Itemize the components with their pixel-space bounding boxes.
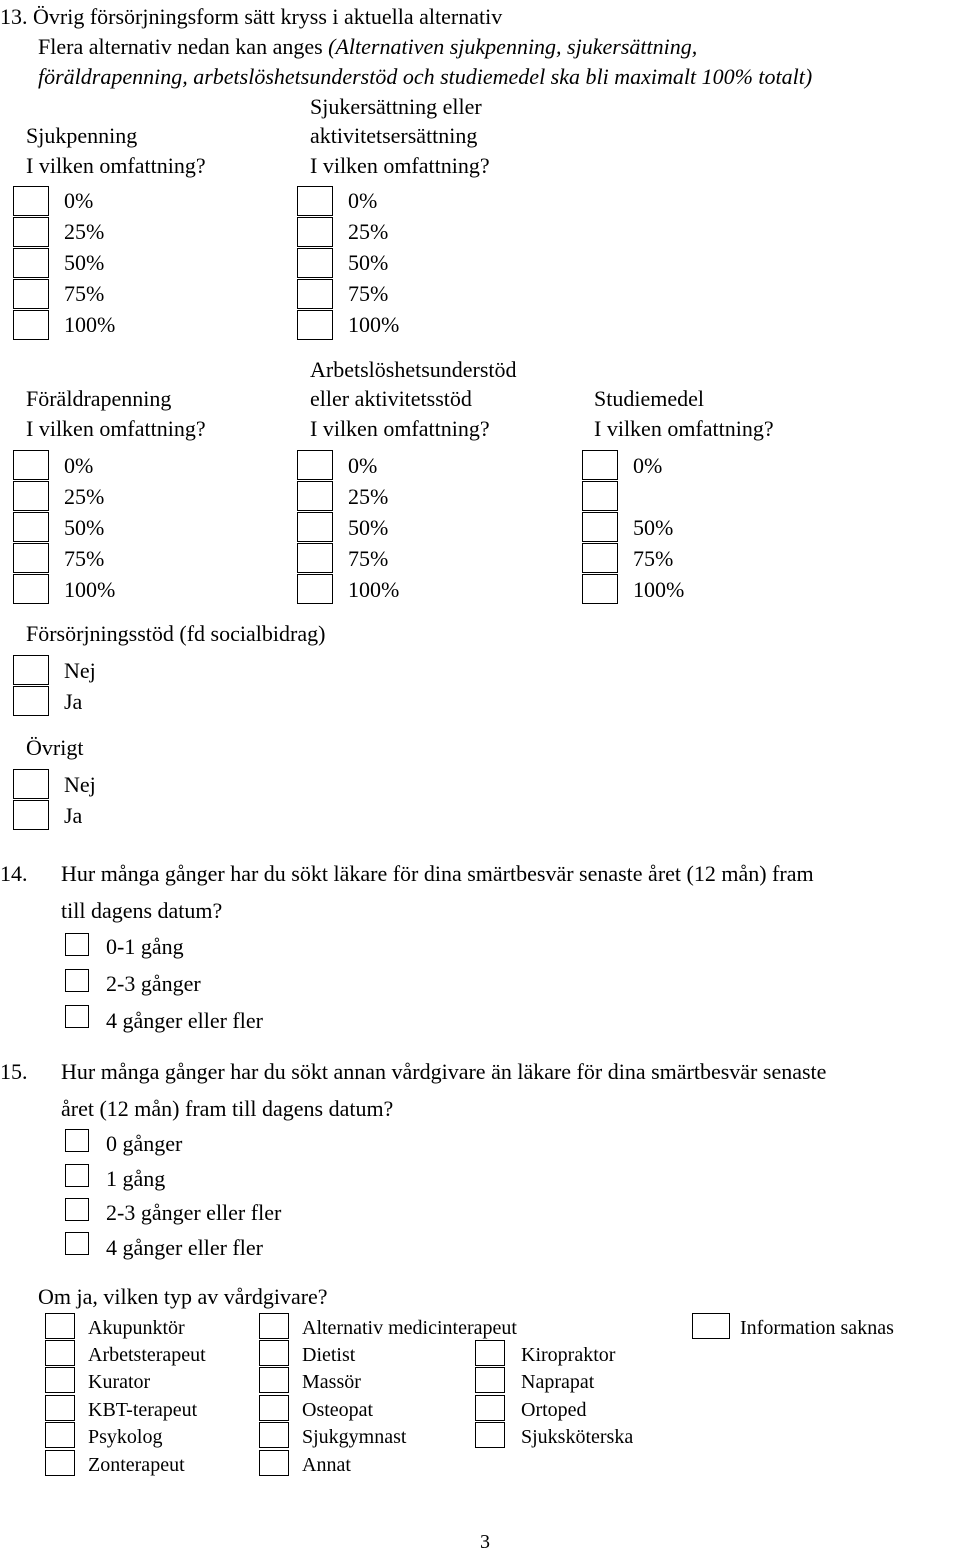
provider-label-massor: Massör — [302, 1371, 361, 1393]
q13-note-line1 — [38, 36, 697, 58]
q14-question-line2: till dagens datum? — [61, 898, 223, 923]
foraldrapenning-label-2: 50% — [64, 515, 105, 540]
provider-checkbox-akupunktor[interactable] — [45, 1313, 75, 1339]
foraldrapenning-checkbox-2[interactable] — [13, 512, 49, 542]
provider-checkbox-sjukgymnast[interactable] — [259, 1422, 289, 1448]
foraldrapenning-title: Föräldrapenning — [26, 386, 172, 411]
provider-checkbox-kbt[interactable] — [45, 1395, 75, 1421]
provider-checkbox-annat[interactable] — [259, 1450, 289, 1476]
provider-label-sjukgymnast: Sjukgymnast — [302, 1426, 407, 1448]
sjukpenning-label-4: 100% — [64, 312, 116, 337]
q15-checkbox-2[interactable] — [65, 1198, 89, 1221]
provider-checkbox-dietist[interactable] — [259, 1340, 289, 1366]
provider-checkbox-naprapat[interactable] — [475, 1367, 505, 1393]
foraldrapenning-question: I vilken omfattning? — [26, 416, 206, 441]
sjukersattning-title-1: Sjukersättning eller — [310, 94, 482, 119]
provider-checkbox-arbetsterapeut[interactable] — [45, 1340, 75, 1366]
ovrigt-checkbox-nej[interactable] — [13, 769, 49, 799]
provider-checkbox-info-saknas[interactable] — [692, 1313, 730, 1339]
q15-label-0: 0 gånger — [106, 1131, 183, 1156]
arbetsloshet-label-2: 50% — [348, 515, 389, 540]
foraldrapenning-label-0: 0% — [64, 453, 94, 478]
sjukersattning-title-2: aktivitetsersättning — [310, 123, 478, 148]
sjukersattning-label-4: 100% — [348, 312, 400, 337]
provider-label-dietist: Dietist — [302, 1344, 356, 1366]
studiemedel-label-3: 75% — [633, 546, 674, 571]
sjukpenning-question: I vilken omfattning? — [26, 153, 206, 178]
foraldrapenning-checkbox-4[interactable] — [13, 574, 49, 604]
forsorjningsstod-checkbox-nej[interactable] — [13, 655, 49, 685]
sjukersattning-label-1: 25% — [348, 219, 389, 244]
provider-checkbox-massor[interactable] — [259, 1367, 289, 1393]
provider-checkbox-kurator[interactable] — [45, 1367, 75, 1393]
q15-number: 15. — [0, 1059, 28, 1084]
studiemedel-checkbox-3[interactable] — [582, 543, 618, 573]
arbetsloshet-question: I vilken omfattning? — [310, 416, 490, 441]
provider-label-kiropraktor: Kiropraktor — [521, 1344, 616, 1366]
q15-label-1: 1 gång — [106, 1166, 166, 1191]
q14-checkbox-0[interactable] — [65, 933, 89, 956]
ovrigt-label-nej: Nej — [64, 772, 96, 797]
provider-label-kbt: KBT-terapeut — [88, 1399, 198, 1421]
provider-checkbox-sjukskoterska[interactable] — [475, 1422, 505, 1448]
studiemedel-question: I vilken omfattning? — [594, 416, 774, 441]
arbetsloshet-label-4: 100% — [348, 577, 400, 602]
provider-checkbox-ortoped[interactable] — [475, 1395, 505, 1421]
ovrigt-label-ja: Ja — [64, 803, 83, 828]
sjukpenning-label-3: 75% — [64, 281, 105, 306]
provider-label-akupunktor: Akupunktör — [88, 1317, 185, 1339]
sjukpenning-checkbox-4[interactable] — [13, 310, 49, 340]
provider-label-psykolog: Psykolog — [88, 1426, 163, 1448]
q14-label-0: 0-1 gång — [106, 934, 184, 959]
sjukersattning-checkbox-4[interactable] — [297, 310, 333, 340]
sjukersattning-checkbox-1[interactable] — [297, 217, 333, 247]
sjukersattning-checkbox-0[interactable] — [297, 186, 333, 216]
q15-followup: Om ja, vilken typ av vårdgivare? — [38, 1284, 328, 1309]
q14-checkbox-1[interactable] — [65, 969, 89, 992]
sjukersattning-label-3: 75% — [348, 281, 389, 306]
q13-number: 13. — [0, 4, 28, 29]
page-number: 3 — [480, 1531, 490, 1553]
provider-label-arbetsterapeut: Arbetsterapeut — [88, 1344, 206, 1366]
foraldrapenning-label-1: 25% — [64, 484, 105, 509]
provider-label-osteopat: Osteopat — [302, 1399, 374, 1421]
arbetsloshet-label-1: 25% — [348, 484, 389, 509]
sjukpenning-label-1: 25% — [64, 219, 105, 244]
ovrigt-title: Övrigt — [26, 735, 84, 760]
studiemedel-label-2: 50% — [633, 515, 674, 540]
q13-note-plain: Flera alternativ nedan kan anges — [38, 34, 329, 59]
provider-label-kurator: Kurator — [88, 1371, 151, 1393]
q13-note-italic: (Alternativen sjukpenning, sjukersättning, — [328, 34, 698, 59]
studiemedel-checkbox-2[interactable] — [582, 512, 618, 542]
arbetsloshet-title-2: eller aktivitetsstöd — [310, 386, 472, 411]
q14-label-2: 4 gånger eller fler — [106, 1008, 263, 1033]
q15-label-3: 4 gånger eller fler — [106, 1235, 263, 1260]
q13-heading — [0, 6, 502, 28]
arbetsloshet-label-0: 0% — [348, 453, 378, 478]
provider-label-annat: Annat — [302, 1454, 351, 1476]
q15-question-line1: Hur många gånger har du sökt annan vårdgivare än läkare för dina smärtbesvär senaste — [61, 1059, 827, 1084]
arbetsloshet-checkbox-4[interactable] — [297, 574, 333, 604]
sjukpenning-checkbox-0[interactable] — [13, 186, 49, 216]
foraldrapenning-checkbox-1[interactable] — [13, 481, 49, 511]
studiemedel-checkbox-4[interactable] — [582, 574, 618, 604]
sjukersattning-checkbox-3[interactable] — [297, 279, 333, 309]
q15-checkbox-0[interactable] — [65, 1129, 89, 1152]
provider-checkbox-alternativ[interactable] — [259, 1313, 289, 1339]
arbetsloshet-checkbox-2[interactable] — [297, 512, 333, 542]
sjukpenning-checkbox-3[interactable] — [13, 279, 49, 309]
provider-label-naprapat: Naprapat — [521, 1371, 595, 1393]
foraldrapenning-label-4: 100% — [64, 577, 116, 602]
provider-checkbox-osteopat[interactable] — [259, 1395, 289, 1421]
q15-checkbox-3[interactable] — [65, 1232, 89, 1255]
sjukpenning-checkbox-2[interactable] — [13, 248, 49, 278]
studiemedel-checkbox-0[interactable] — [582, 450, 618, 480]
sjukersattning-label-0: 0% — [348, 188, 378, 213]
q15-checkbox-1[interactable] — [65, 1164, 89, 1187]
q14-checkbox-2[interactable] — [65, 1005, 89, 1028]
q13-title: Övrig försörjningsform sätt kryss i aktuella alternativ — [33, 4, 503, 29]
forsorjningsstod-label-ja: Ja — [64, 689, 83, 714]
provider-checkbox-psykolog[interactable] — [45, 1422, 75, 1448]
sjukersattning-checkbox-2[interactable] — [297, 248, 333, 278]
arbetsloshet-label-3: 75% — [348, 546, 389, 571]
provider-label-ortoped: Ortoped — [521, 1399, 587, 1421]
sjukpenning-label-2: 50% — [64, 250, 105, 275]
q13-note-line2: föräldrapenning, arbetslöshetsunderstöd och studiemedel ska bli maximalt 100% totalt) — [38, 64, 813, 89]
studiemedel-title: Studiemedel — [594, 386, 704, 411]
studiemedel-label-4: 100% — [633, 577, 685, 602]
sjukpenning-checkbox-1[interactable] — [13, 217, 49, 247]
arbetsloshet-checkbox-3[interactable] — [297, 543, 333, 573]
forsorjningsstod-checkbox-ja[interactable] — [13, 686, 49, 716]
provider-label-zonterapeut: Zonterapeut — [88, 1454, 185, 1476]
provider-label-sjukskoterska: Sjuksköterska — [521, 1426, 634, 1448]
ovrigt-checkbox-ja[interactable] — [13, 800, 49, 830]
arbetsloshet-checkbox-0[interactable] — [297, 450, 333, 480]
sjukersattning-question: I vilken omfattning? — [310, 153, 490, 178]
foraldrapenning-checkbox-3[interactable] — [13, 543, 49, 573]
q15-label-2: 2-3 gånger eller fler — [106, 1200, 282, 1225]
q14-question-line1: Hur många gånger har du sökt läkare för dina smärtbesvär senaste året (12 mån) fram — [61, 861, 814, 886]
sjukpenning-label-0: 0% — [64, 188, 94, 213]
provider-label-alternativ: Alternativ medicinterapeut — [302, 1317, 517, 1339]
provider-checkbox-kiropraktor[interactable] — [475, 1340, 505, 1366]
foraldrapenning-label-3: 75% — [64, 546, 105, 571]
foraldrapenning-checkbox-0[interactable] — [13, 450, 49, 480]
forsorjningsstod-label-nej: Nej — [64, 658, 96, 683]
sjukpenning-title: Sjukpenning — [26, 123, 138, 148]
provider-checkbox-zonterapeut[interactable] — [45, 1450, 75, 1476]
studiemedel-label-0: 0% — [633, 453, 663, 478]
arbetsloshet-checkbox-1[interactable] — [297, 481, 333, 511]
q14-number: 14. — [0, 861, 28, 886]
sjukersattning-label-2: 50% — [348, 250, 389, 275]
provider-label-info-saknas: Information saknas — [740, 1317, 894, 1339]
forsorjningsstod-title: Försörjningsstöd (fd socialbidrag) — [26, 621, 326, 646]
q14-label-1: 2-3 gånger — [106, 971, 201, 996]
studiemedel-checkbox-1[interactable] — [582, 481, 618, 511]
q15-question-line2: året (12 mån) fram till dagens datum? — [61, 1096, 394, 1121]
arbetsloshet-title-1: Arbetslöshetsunderstöd — [310, 357, 517, 382]
